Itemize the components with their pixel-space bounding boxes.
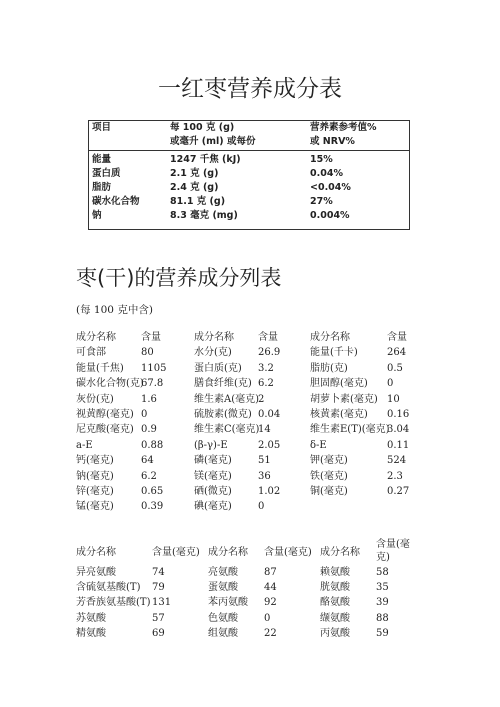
nutrient-name: 膳食纤维(克) (194, 378, 252, 390)
nutrient-name: 维生素C(毫克) (194, 424, 260, 436)
nutrient-name: 磷(毫克) (194, 455, 232, 467)
nutrient-value: 2.3 (387, 470, 403, 482)
nrv-data-cell: 能量 (92, 154, 112, 165)
nutrient-value: 0.88 (141, 439, 164, 451)
amino-name: 赖氨酸 (320, 567, 350, 578)
nutrient-value: 10 (387, 393, 400, 405)
nutrient-value: 1.02 (258, 486, 281, 497)
nutrient-value: 0 (258, 501, 265, 513)
nutrient-value: 524 (387, 455, 407, 467)
amino-header: 含量(毫克) (264, 547, 312, 558)
nutrient-value: 14 (258, 424, 271, 436)
nutrient-name: 铜(毫克) (310, 486, 348, 497)
nutrient-name: 碘(毫克) (194, 501, 232, 513)
nutrient-name: (β-γ)-E (194, 439, 228, 451)
nutrient-value: 0.5 (387, 362, 403, 374)
amino-value: 131 (152, 597, 172, 609)
nutrient-name: 尼克酸(毫克) (76, 424, 134, 436)
nutrient-name: a-E (76, 439, 93, 451)
amino-value: 44 (264, 582, 277, 594)
nrv-data-row (88, 195, 410, 209)
nrv-header-cell: 每 100 克 (g) (170, 122, 235, 133)
nutrient-value: 6.2 (258, 378, 274, 390)
nutrient-value: 0.11 (387, 439, 410, 451)
nutrient-name: 脂肪(克) (310, 362, 348, 374)
nutrient-header: 成分名称 (194, 332, 234, 343)
amino-name: 芳香族氨基酸(T) (76, 597, 151, 609)
nutrient-value: 26.9 (258, 347, 281, 359)
nutrient-value: 0.16 (387, 409, 410, 420)
amino-name: 苏氨酸 (76, 612, 106, 624)
nutrient-header: 成分名称 (310, 332, 350, 343)
nutrient-value: 0.9 (141, 424, 157, 436)
nutrient-header: 成分名称 (76, 332, 116, 343)
nutrient-name: 镁(毫克) (194, 470, 232, 482)
amino-value: 92 (264, 597, 277, 609)
amino-name: 蛋氨酸 (208, 582, 238, 594)
nutrient-value: 0.27 (387, 486, 410, 497)
amino-header: 含量(毫克) (376, 539, 410, 563)
nutrient-value: 67.8 (141, 378, 164, 390)
amino-name: 丙氨酸 (320, 627, 350, 639)
nutrient-name: 锌(毫克) (76, 486, 114, 497)
amino-name: 色氨酸 (208, 612, 238, 624)
nutrient-value: 0 (141, 409, 148, 420)
per-100g-note: (每 100 克中含) (76, 304, 153, 316)
nutrient-name: 胡萝卜素(毫克) (310, 393, 378, 405)
document-title: 一红枣营养成分表 (158, 76, 342, 102)
nutrient-value: 264 (387, 347, 407, 359)
nutrient-name: 维生素E(T)(毫克) (310, 424, 390, 436)
nutrient-value: 3.2 (258, 362, 274, 374)
nutrient-name: δ-E (310, 439, 327, 451)
amino-name: 苯丙氨酸 (208, 597, 248, 609)
nrv-data-row (88, 181, 410, 195)
amino-value: 35 (376, 582, 389, 594)
amino-value: 0 (264, 612, 271, 624)
nrv-data-row (88, 209, 410, 223)
nutrient-name: 铁(毫克) (310, 470, 348, 482)
nutrient-value: 0.65 (141, 486, 164, 497)
amino-name: 亮氨酸 (208, 567, 238, 578)
nutrient-value: 6.2 (141, 470, 157, 482)
nutrient-name: 维生素A(毫克) (194, 393, 260, 405)
nrv-data-cell: 0.004% (310, 210, 350, 221)
amino-name: 缬氨酸 (320, 612, 350, 624)
nutrient-value: 3.04 (387, 424, 410, 436)
nrv-data-cell: 脂肪 (92, 182, 112, 193)
nutrient-name: 硒(微克) (194, 486, 232, 497)
nutrient-name: 碳水化合物(克) (76, 378, 144, 390)
nutrient-value: 80 (141, 347, 154, 359)
nutrient-name: 水分(克) (194, 347, 232, 359)
amino-name: 酪氨酸 (320, 597, 350, 609)
nutrient-name: 硫胺素(微克) (194, 409, 252, 420)
nrv-data-cell: 15% (310, 154, 333, 165)
amino-name: 胱氨酸 (320, 582, 350, 594)
nrv-data-row (88, 149, 410, 167)
nutrient-name: 能量(千卡) (310, 347, 358, 359)
nutrient-value: 64 (141, 455, 154, 467)
amino-name: 组氨酸 (208, 627, 238, 639)
nrv-table (88, 121, 410, 223)
amino-value: 69 (152, 627, 165, 639)
nutrient-value: 1.6 (141, 393, 157, 405)
nutrient-value: 2 (258, 393, 265, 405)
nrv-data-cell: 钠 (92, 210, 102, 221)
amino-name: 含硫氨基酸(T) (76, 582, 141, 594)
nutrient-value: 51 (258, 455, 271, 467)
amino-name: 异亮氨酸 (76, 567, 116, 578)
nutrient-value: 2.05 (258, 439, 281, 451)
nutrient-value: 1105 (141, 362, 167, 374)
nutrient-name: 胆固醇(毫克) (310, 378, 368, 390)
amino-value: 22 (264, 627, 277, 639)
nrv-header-cell: 营养素参考值% (310, 122, 377, 133)
nrv-data-cell: 0.04% (310, 168, 343, 179)
nutrient-value: 0.39 (141, 501, 164, 513)
nrv-header-cell: 项目 (92, 122, 112, 133)
nutrient-name: 视黄醇(毫克) (76, 409, 134, 420)
amino-value: 39 (376, 597, 389, 609)
nrv-data-cell: 碳水化合物 (92, 196, 140, 207)
nutrient-name: 锰(毫克) (76, 501, 114, 513)
amino-header: 成分名称 (320, 547, 360, 558)
nrv-header-cell: 或 NRV% (310, 136, 355, 147)
nutrient-name: 可食部 (76, 347, 106, 359)
nrv-data-cell: 2.1 克 (g) (170, 168, 219, 179)
nutrient-value: 36 (258, 470, 271, 482)
nutrient-header: 含量 (387, 332, 407, 343)
nutrient-header: 含量 (141, 332, 161, 343)
amino-value: 74 (152, 567, 165, 578)
nutrient-name: 钙(毫克) (76, 455, 114, 467)
nrv-header-cell: 或毫升 (ml) 或每份 (170, 136, 256, 147)
amino-value: 88 (376, 612, 389, 624)
nrv-data-cell: 27% (310, 196, 333, 207)
nutrient-name: 钾(毫克) (310, 455, 348, 467)
amino-header: 含量(毫克) (152, 547, 200, 558)
nrv-data-row (88, 167, 410, 181)
amino-header: 成分名称 (76, 547, 116, 558)
nrv-data-cell: <0.04% (310, 182, 351, 193)
amino-value: 57 (152, 612, 165, 624)
section-title: 枣(干)的营养成分列表 (76, 266, 282, 290)
nrv-header-cell (88, 135, 166, 149)
amino-header: 成分名称 (208, 547, 248, 558)
nutrient-name: 钠(毫克) (76, 470, 114, 482)
amino-value: 58 (376, 567, 389, 578)
nrv-header-row (88, 135, 410, 149)
nutrient-name: 灰份(克) (76, 393, 114, 405)
amino-value: 59 (376, 627, 389, 639)
nrv-data-cell: 81.1 克 (g) (170, 196, 226, 207)
nutrient-name: 核黄素(毫克) (310, 409, 368, 420)
nutrient-header: 含量 (258, 332, 278, 343)
nutrient-name: 能量(千焦) (76, 362, 124, 374)
amino-value: 79 (152, 582, 165, 594)
nutrient-name: 蛋白质(克) (194, 362, 242, 374)
nrv-header-row (88, 121, 410, 135)
nrv-data-cell: 1247 千焦 (kJ) (170, 154, 241, 165)
nrv-data-cell: 2.4 克 (g) (170, 182, 219, 193)
nrv-data-cell: 8.3 毫克 (mg) (170, 210, 238, 221)
amino-name: 精氨酸 (76, 627, 106, 639)
nutrient-value: 0 (387, 378, 394, 390)
nrv-data-cell: 蛋白质 (92, 168, 121, 179)
nutrient-value: 0.04 (258, 409, 281, 420)
amino-value: 87 (264, 567, 277, 578)
